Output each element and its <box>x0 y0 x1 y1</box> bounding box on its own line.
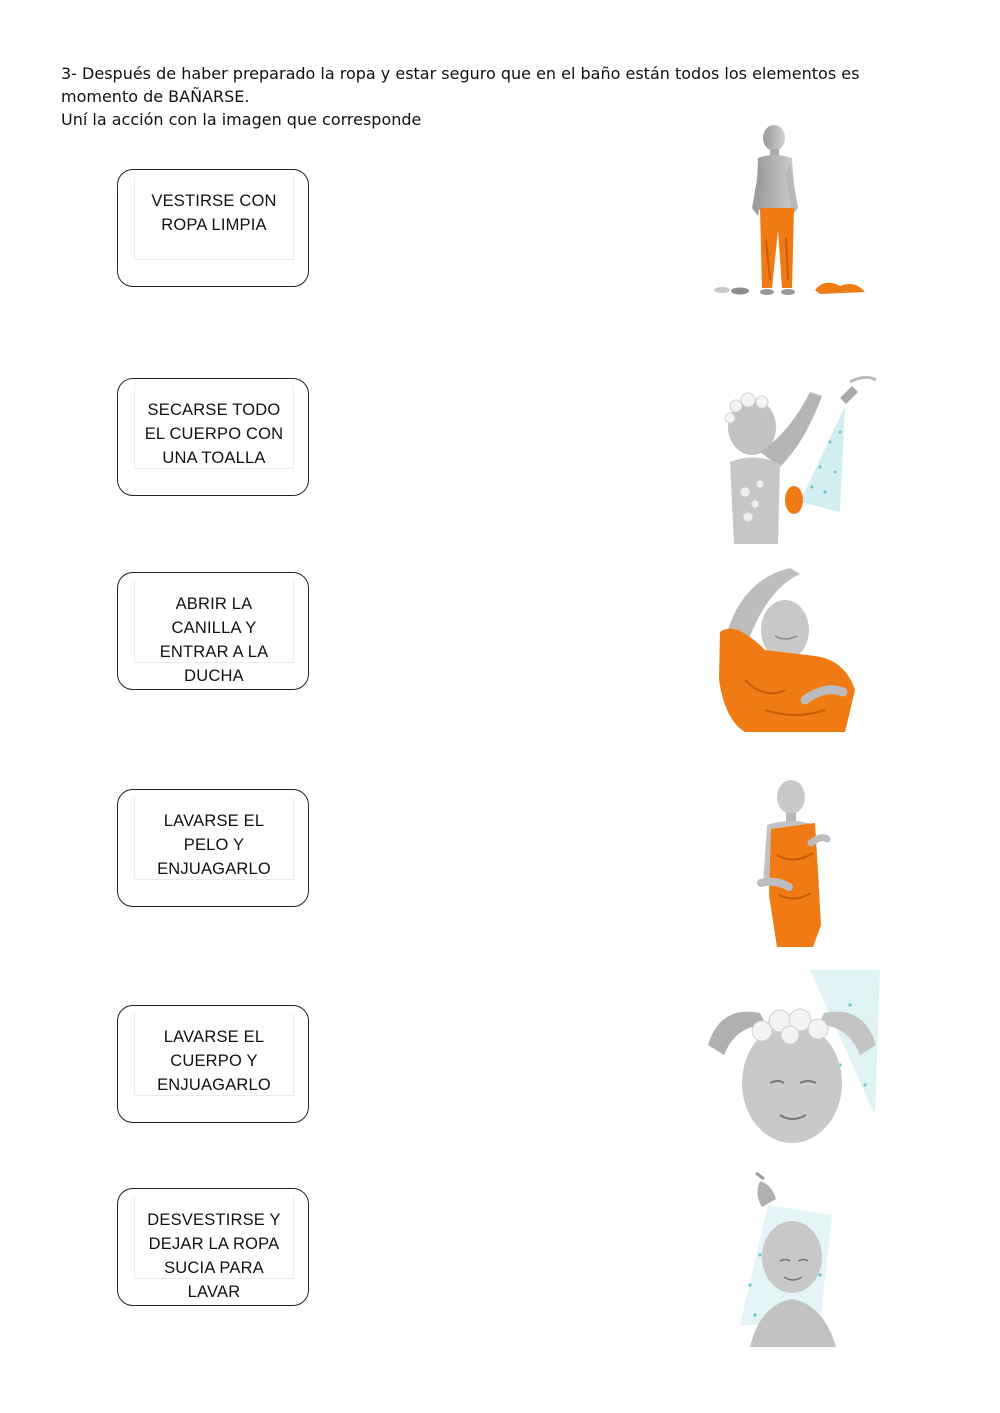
action-label: SECARSE TODO EL CUERPO CON UNA TOALLA <box>144 401 284 467</box>
action-label: LAVARSE EL CUERPO Y ENJUAGARLO <box>157 1028 271 1094</box>
action-card[interactable] <box>117 169 309 287</box>
action-card[interactable] <box>117 572 309 690</box>
person-washing-hair-image[interactable] <box>700 965 885 1150</box>
person-taking-off-shirt-image[interactable] <box>705 560 875 738</box>
instruction-line-1: 3- Después de haber preparado la ropa y estar seguro que en el baño están todos los elementos es <box>61 64 860 83</box>
person-putting-on-pants-image[interactable] <box>700 120 880 305</box>
action-label: VESTIRSE CON ROPA LIMPIA <box>151 192 277 234</box>
instruction-line-2: momento de BAÑARSE. <box>61 87 250 106</box>
action-card[interactable] <box>117 1188 309 1306</box>
action-label: ABRIR LA CANILLA Y ENTRAR A LA DUCHA <box>159 595 269 685</box>
action-card[interactable] <box>117 378 309 496</box>
instruction-line-3: Uní la acción con la imagen que corresponde <box>61 110 422 129</box>
person-under-shower-image[interactable] <box>720 1165 885 1350</box>
action-card[interactable] <box>117 1005 309 1123</box>
person-soaping-body-image[interactable] <box>700 372 885 547</box>
person-wrapped-in-towel-image[interactable] <box>715 775 865 957</box>
action-card[interactable] <box>117 789 309 907</box>
action-label: LAVARSE EL PELO Y ENJUAGARLO <box>157 812 271 878</box>
action-label: DESVESTIRSE Y DEJAR LA ROPA SUCIA PARA LAVAR <box>147 1211 281 1301</box>
